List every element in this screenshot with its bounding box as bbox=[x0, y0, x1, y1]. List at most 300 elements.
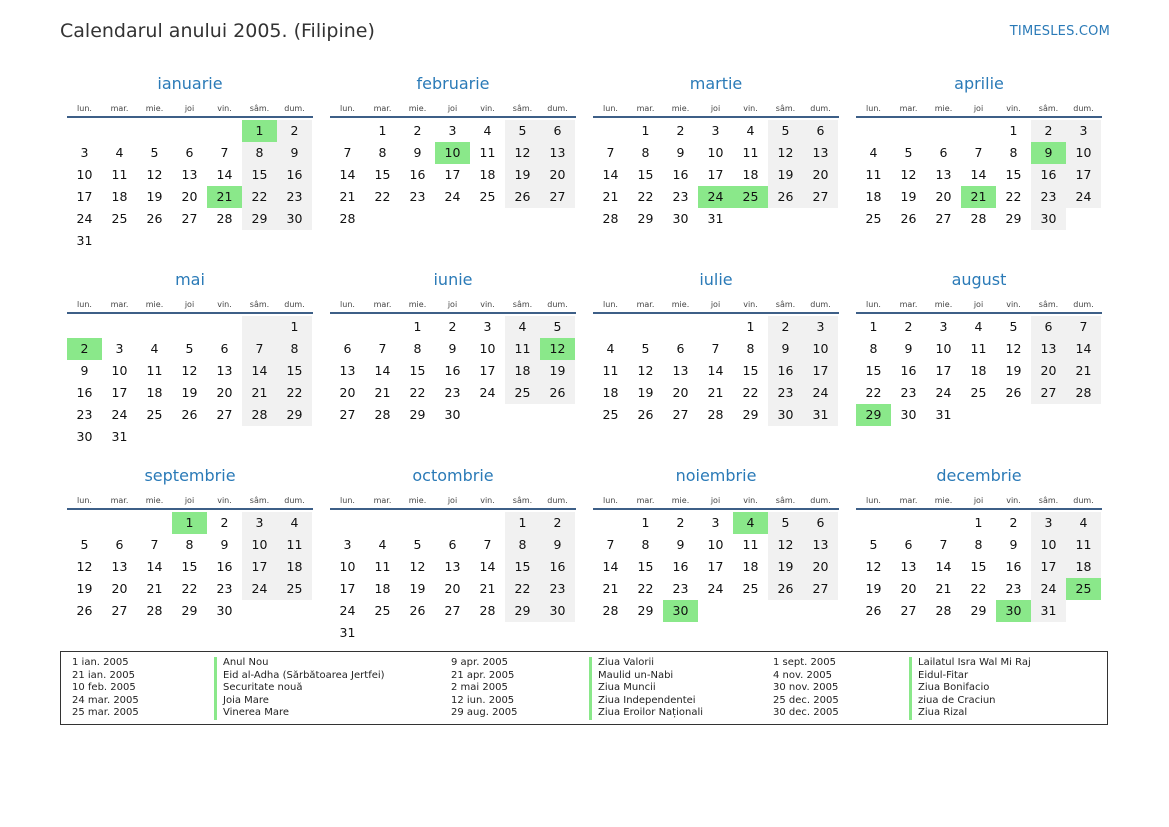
day-cell: 29 bbox=[742, 407, 759, 422]
month-name: mai bbox=[175, 270, 205, 289]
weekday-header bbox=[67, 490, 313, 510]
day-cell-empty bbox=[172, 120, 207, 142]
holiday-day-cell: 1 bbox=[242, 120, 277, 142]
day-cell: 12 bbox=[146, 167, 163, 182]
holiday-date: 2 mai 2005 bbox=[451, 682, 508, 693]
day-cell: 13 bbox=[111, 559, 128, 574]
day-cell: 28 bbox=[970, 211, 987, 226]
day-cell: 5 bbox=[185, 341, 194, 356]
weekday-label: mie. bbox=[145, 104, 164, 113]
day-cell: 16 bbox=[540, 556, 575, 578]
month-calendar bbox=[856, 464, 1102, 660]
day-cell-empty bbox=[365, 512, 400, 534]
day-cell: 16 bbox=[900, 363, 917, 378]
day-cell: 13 bbox=[803, 142, 838, 164]
day-cell: 26 bbox=[768, 578, 803, 600]
weekday-label: dum. bbox=[1073, 300, 1094, 309]
day-cell: 22 bbox=[242, 186, 277, 208]
holiday-name: Ziua Rizal bbox=[909, 707, 1031, 720]
day-cell: 11 bbox=[146, 363, 163, 378]
day-cell: 26 bbox=[768, 186, 803, 208]
day-cell: 29 bbox=[1005, 211, 1022, 226]
holiday-day-cell: 25 bbox=[733, 186, 768, 208]
holiday-date: 12 iun. 2005 bbox=[451, 694, 515, 706]
day-cell: 17 bbox=[479, 363, 496, 378]
day-cell: 19 bbox=[146, 189, 163, 204]
day-cell: 8 bbox=[869, 341, 878, 356]
day-cell: 22 bbox=[1005, 189, 1022, 204]
day-cell: 30 bbox=[277, 208, 312, 230]
weekday-label: lun. bbox=[77, 300, 92, 309]
day-cell: 20 bbox=[181, 189, 198, 204]
day-cell: 21 bbox=[935, 581, 952, 596]
day-cell: 25 bbox=[602, 407, 619, 422]
weekday-label: mie. bbox=[934, 104, 953, 113]
weekday-label: dum. bbox=[547, 496, 568, 505]
weekday-label: lun. bbox=[866, 104, 881, 113]
month-name: aprilie bbox=[954, 74, 1004, 93]
day-cell: 18 bbox=[505, 360, 540, 382]
holiday-name: Ziua Muncii bbox=[589, 682, 703, 695]
day-cell: 25 bbox=[505, 382, 540, 404]
day-cell: 22 bbox=[865, 385, 882, 400]
day-cell: 14 bbox=[970, 167, 987, 182]
day-cell: 27 bbox=[216, 407, 233, 422]
day-cell: 14 bbox=[935, 559, 952, 574]
day-cell: 25 bbox=[479, 189, 496, 204]
day-cell: 2 bbox=[676, 123, 685, 138]
weekday-label: sâm. bbox=[775, 496, 796, 505]
day-cell: 13 bbox=[339, 363, 356, 378]
day-cell: 1 bbox=[746, 319, 755, 334]
weekday-label: dum. bbox=[547, 300, 568, 309]
weekday-header bbox=[330, 490, 576, 510]
weekday-label: lun. bbox=[603, 496, 618, 505]
day-cell: 13 bbox=[181, 167, 198, 182]
day-cell: 4 bbox=[1066, 512, 1101, 534]
day-cell-empty bbox=[593, 120, 628, 142]
day-cell: 8 bbox=[242, 142, 277, 164]
day-cell: 1 bbox=[641, 515, 650, 530]
weekday-label: mie. bbox=[408, 496, 427, 505]
day-cell: 18 bbox=[146, 385, 163, 400]
day-cell: 20 bbox=[339, 385, 356, 400]
day-cell: 15 bbox=[865, 363, 882, 378]
month-calendar bbox=[67, 464, 313, 660]
day-cell: 26 bbox=[409, 603, 426, 618]
day-cell: 21 bbox=[242, 382, 277, 404]
day-cell: 6 bbox=[343, 341, 352, 356]
weekday-label: lun. bbox=[866, 496, 881, 505]
day-cell: 21 bbox=[707, 385, 724, 400]
day-cell: 26 bbox=[865, 603, 882, 618]
day-cell-empty bbox=[172, 316, 207, 338]
day-cell: 9 bbox=[448, 341, 457, 356]
day-cell: 3 bbox=[115, 341, 124, 356]
weekday-header bbox=[330, 294, 576, 314]
day-cell: 28 bbox=[707, 407, 724, 422]
day-cell: 9 bbox=[676, 145, 685, 160]
day-cell: 10 bbox=[76, 167, 93, 182]
weekday-header bbox=[67, 98, 313, 118]
day-cell: 20 bbox=[1031, 360, 1066, 382]
day-cell: 11 bbox=[865, 167, 882, 182]
holiday-names-column bbox=[589, 657, 703, 720]
weekday-label: mar. bbox=[373, 496, 392, 505]
weekday-label: vin. bbox=[480, 300, 495, 309]
day-cell: 10 bbox=[707, 537, 724, 552]
day-cell: 27 bbox=[672, 407, 689, 422]
day-cell: 28 bbox=[374, 407, 391, 422]
day-cell-empty bbox=[628, 316, 663, 338]
holiday-date: 25 dec. 2005 bbox=[773, 694, 839, 706]
day-cell: 14 bbox=[374, 363, 391, 378]
day-cell: 13 bbox=[1031, 338, 1066, 360]
day-cell: 22 bbox=[742, 385, 759, 400]
holiday-date: 25 mar. 2005 bbox=[72, 707, 139, 718]
day-cell: 8 bbox=[641, 145, 650, 160]
day-cell: 28 bbox=[602, 211, 619, 226]
holiday-name: Ziua Eroilor Naționali bbox=[589, 707, 703, 720]
holiday-day-cell: 2 bbox=[67, 338, 102, 360]
holiday-name: Joia Mare bbox=[214, 695, 385, 708]
day-cell: 13 bbox=[803, 534, 838, 556]
day-cell: 11 bbox=[602, 363, 619, 378]
holiday-day-cell: 30 bbox=[996, 600, 1031, 622]
day-cell: 25 bbox=[742, 581, 759, 596]
day-cell: 25 bbox=[111, 211, 128, 226]
day-cell: 9 bbox=[768, 338, 803, 360]
day-cell: 9 bbox=[904, 341, 913, 356]
day-cell: 10 bbox=[242, 534, 277, 556]
day-cell: 31 bbox=[935, 407, 952, 422]
day-cell: 5 bbox=[768, 512, 803, 534]
day-cell: 10 bbox=[1031, 534, 1066, 556]
day-cell: 12 bbox=[865, 559, 882, 574]
day-cell: 15 bbox=[1005, 167, 1022, 182]
day-cell: 16 bbox=[672, 559, 689, 574]
weekday-label: joi bbox=[447, 300, 458, 309]
weekday-label: lun. bbox=[340, 104, 355, 113]
weekday-label: mar. bbox=[110, 496, 129, 505]
day-cell: 24 bbox=[1031, 578, 1066, 600]
day-cell: 10 bbox=[479, 341, 496, 356]
day-cell: 15 bbox=[637, 167, 654, 182]
brand-link[interactable]: TIMESLES.COM bbox=[1009, 24, 1110, 39]
day-cell: 19 bbox=[900, 189, 917, 204]
weekday-header bbox=[856, 294, 1102, 314]
day-cell: 5 bbox=[768, 120, 803, 142]
weekday-label: mar. bbox=[110, 300, 129, 309]
day-cell: 15 bbox=[409, 363, 426, 378]
holiday-name: Anul Nou bbox=[214, 657, 385, 670]
day-cell: 29 bbox=[637, 211, 654, 226]
weekday-label: joi bbox=[710, 496, 721, 505]
holidays-legend bbox=[60, 651, 1108, 725]
day-cell: 14 bbox=[339, 167, 356, 182]
day-cell: 8 bbox=[746, 341, 755, 356]
holiday-day-cell: 1 bbox=[172, 512, 207, 534]
day-cell: 11 bbox=[505, 338, 540, 360]
day-cell: 2 bbox=[540, 512, 575, 534]
day-cell: 28 bbox=[242, 404, 277, 426]
day-cell: 8 bbox=[641, 537, 650, 552]
day-cell: 27 bbox=[803, 578, 838, 600]
weekday-label: sâm. bbox=[1038, 496, 1059, 505]
holiday-day-cell: 21 bbox=[207, 186, 242, 208]
day-cell-empty bbox=[137, 512, 172, 534]
day-cell: 16 bbox=[1005, 559, 1022, 574]
day-cell: 17 bbox=[803, 360, 838, 382]
days-grid bbox=[593, 510, 839, 622]
day-cell: 21 bbox=[339, 189, 356, 204]
day-cell: 15 bbox=[374, 167, 391, 182]
weekday-label: lun. bbox=[866, 300, 881, 309]
day-cell-empty bbox=[330, 316, 365, 338]
day-cell: 30 bbox=[76, 429, 93, 444]
days-grid bbox=[67, 118, 313, 252]
day-cell: 22 bbox=[970, 581, 987, 596]
day-cell: 17 bbox=[1066, 164, 1101, 186]
day-cell: 23 bbox=[409, 189, 426, 204]
holiday-name: Ziua Valorii bbox=[589, 657, 703, 670]
weekday-header bbox=[67, 294, 313, 314]
day-cell: 16 bbox=[768, 360, 803, 382]
day-cell: 24 bbox=[803, 382, 838, 404]
weekday-label: joi bbox=[184, 104, 195, 113]
holiday-date: 1 ian. 2005 bbox=[72, 657, 129, 668]
day-cell: 14 bbox=[479, 559, 496, 574]
day-cell: 11 bbox=[374, 559, 391, 574]
days-grid bbox=[67, 510, 313, 622]
day-cell: 6 bbox=[220, 341, 229, 356]
day-cell: 30 bbox=[672, 211, 689, 226]
day-cell: 22 bbox=[637, 581, 654, 596]
days-grid bbox=[593, 118, 839, 230]
day-cell: 27 bbox=[935, 211, 952, 226]
weekday-label: sâm. bbox=[1038, 300, 1059, 309]
day-cell: 17 bbox=[707, 559, 724, 574]
day-cell: 1 bbox=[378, 123, 387, 138]
day-cell: 8 bbox=[413, 341, 422, 356]
day-cell: 30 bbox=[444, 407, 461, 422]
day-cell: 23 bbox=[672, 581, 689, 596]
weekday-label: dum. bbox=[547, 104, 568, 113]
weekday-label: mie. bbox=[671, 300, 690, 309]
day-cell: 20 bbox=[803, 556, 838, 578]
day-cell: 1 bbox=[1009, 123, 1018, 138]
day-cell-empty bbox=[137, 316, 172, 338]
day-cell: 19 bbox=[181, 385, 198, 400]
day-cell: 4 bbox=[277, 512, 312, 534]
day-cell-empty bbox=[242, 316, 277, 338]
day-cell: 13 bbox=[935, 167, 952, 182]
day-cell: 25 bbox=[146, 407, 163, 422]
holiday-date: 4 nov. 2005 bbox=[773, 669, 832, 681]
month-calendar bbox=[593, 464, 839, 660]
weekday-label: vin. bbox=[480, 496, 495, 505]
day-cell: 12 bbox=[768, 142, 803, 164]
day-cell: 12 bbox=[900, 167, 917, 182]
day-cell: 30 bbox=[540, 600, 575, 622]
weekday-label: sâm. bbox=[512, 496, 533, 505]
day-cell: 15 bbox=[242, 164, 277, 186]
day-cell: 5 bbox=[904, 145, 913, 160]
day-cell: 18 bbox=[602, 385, 619, 400]
day-cell: 9 bbox=[1009, 537, 1018, 552]
months-grid bbox=[67, 72, 1103, 660]
day-cell: 23 bbox=[216, 581, 233, 596]
weekday-label: sâm. bbox=[249, 496, 270, 505]
day-cell: 25 bbox=[277, 578, 312, 600]
day-cell: 23 bbox=[540, 578, 575, 600]
day-cell: 21 bbox=[602, 189, 619, 204]
day-cell: 16 bbox=[277, 164, 312, 186]
day-cell: 13 bbox=[900, 559, 917, 574]
day-cell: 11 bbox=[970, 341, 987, 356]
weekday-label: dum. bbox=[1073, 496, 1094, 505]
day-cell: 9 bbox=[220, 537, 229, 552]
weekday-label: mie. bbox=[408, 104, 427, 113]
day-cell: 24 bbox=[707, 581, 724, 596]
day-cell: 9 bbox=[413, 145, 422, 160]
holiday-date: 21 apr. 2005 bbox=[451, 669, 515, 681]
weekday-label: mar. bbox=[636, 300, 655, 309]
day-cell: 3 bbox=[343, 537, 352, 552]
day-cell: 16 bbox=[76, 385, 93, 400]
day-cell: 25 bbox=[374, 603, 391, 618]
month-calendar bbox=[67, 72, 313, 268]
day-cell: 6 bbox=[1031, 316, 1066, 338]
weekday-label: sâm. bbox=[512, 104, 533, 113]
weekday-label: sâm. bbox=[512, 300, 533, 309]
day-cell: 14 bbox=[242, 360, 277, 382]
day-cell: 12 bbox=[76, 559, 93, 574]
day-cell: 8 bbox=[1009, 145, 1018, 160]
day-cell-empty bbox=[102, 316, 137, 338]
day-cell: 7 bbox=[483, 537, 492, 552]
day-cell: 29 bbox=[637, 603, 654, 618]
day-cell: 3 bbox=[1031, 512, 1066, 534]
day-cell: 5 bbox=[641, 341, 650, 356]
day-cell: 3 bbox=[1066, 120, 1101, 142]
month-calendar bbox=[330, 464, 576, 660]
day-cell: 2 bbox=[413, 123, 422, 138]
holiday-name: Ziua Independentei bbox=[589, 695, 703, 708]
day-cell: 5 bbox=[413, 537, 422, 552]
weekday-label: dum. bbox=[284, 300, 305, 309]
day-cell: 20 bbox=[540, 164, 575, 186]
weekday-label: lun. bbox=[77, 104, 92, 113]
day-cell: 2 bbox=[277, 120, 312, 142]
day-cell: 22 bbox=[181, 581, 198, 596]
day-cell: 20 bbox=[803, 164, 838, 186]
day-cell: 17 bbox=[111, 385, 128, 400]
day-cell: 21 bbox=[602, 581, 619, 596]
day-cell: 7 bbox=[939, 537, 948, 552]
day-cell: 2 bbox=[448, 319, 457, 334]
day-cell: 3 bbox=[939, 319, 948, 334]
weekday-label: vin. bbox=[217, 104, 232, 113]
day-cell: 7 bbox=[343, 145, 352, 160]
day-cell-empty bbox=[926, 120, 961, 142]
day-cell: 28 bbox=[146, 603, 163, 618]
day-cell: 20 bbox=[672, 385, 689, 400]
weekday-label: vin. bbox=[743, 104, 758, 113]
day-cell: 6 bbox=[448, 537, 457, 552]
day-cell: 6 bbox=[803, 120, 838, 142]
day-cell: 27 bbox=[540, 186, 575, 208]
day-cell: 20 bbox=[444, 581, 461, 596]
days-grid bbox=[330, 510, 576, 644]
day-cell: 4 bbox=[974, 319, 983, 334]
weekday-label: mar. bbox=[373, 104, 392, 113]
weekday-label: sâm. bbox=[1038, 104, 1059, 113]
days-grid bbox=[67, 314, 313, 448]
weekday-label: mar. bbox=[899, 300, 918, 309]
day-cell: 23 bbox=[768, 382, 803, 404]
weekday-header bbox=[856, 98, 1102, 118]
holiday-name: Lailatul Isra Wal Mi Raj bbox=[909, 657, 1031, 670]
day-cell: 9 bbox=[277, 142, 312, 164]
day-cell-empty bbox=[856, 512, 891, 534]
day-cell: 30 bbox=[900, 407, 917, 422]
weekday-label: mar. bbox=[373, 300, 392, 309]
holiday-name: Securitate nouă bbox=[214, 682, 385, 695]
month-calendar bbox=[856, 72, 1102, 268]
day-cell: 27 bbox=[444, 603, 461, 618]
holiday-names-column bbox=[214, 657, 385, 720]
day-cell: 4 bbox=[115, 145, 124, 160]
weekday-label: mar. bbox=[899, 496, 918, 505]
day-cell: 21 bbox=[146, 581, 163, 596]
day-cell: 6 bbox=[185, 145, 194, 160]
day-cell: 30 bbox=[768, 404, 803, 426]
weekday-label: dum. bbox=[810, 104, 831, 113]
day-cell: 18 bbox=[865, 189, 882, 204]
day-cell: 5 bbox=[540, 316, 575, 338]
day-cell: 3 bbox=[803, 316, 838, 338]
day-cell: 24 bbox=[444, 189, 461, 204]
day-cell: 13 bbox=[672, 363, 689, 378]
holiday-date: 1 sept. 2005 bbox=[773, 657, 836, 668]
day-cell: 4 bbox=[505, 316, 540, 338]
day-cell: 27 bbox=[339, 407, 356, 422]
day-cell: 8 bbox=[277, 338, 312, 360]
weekday-label: joi bbox=[184, 300, 195, 309]
day-cell: 15 bbox=[181, 559, 198, 574]
day-cell: 27 bbox=[181, 211, 198, 226]
weekday-label: joi bbox=[973, 496, 984, 505]
day-cell-empty bbox=[207, 120, 242, 142]
day-cell: 6 bbox=[676, 341, 685, 356]
day-cell: 22 bbox=[409, 385, 426, 400]
month-name: iulie bbox=[699, 270, 733, 289]
day-cell: 19 bbox=[505, 164, 540, 186]
day-cell: 2 bbox=[1031, 120, 1066, 142]
day-cell: 7 bbox=[711, 341, 720, 356]
day-cell: 19 bbox=[76, 581, 93, 596]
day-cell: 6 bbox=[115, 537, 124, 552]
day-cell: 17 bbox=[242, 556, 277, 578]
day-cell: 9 bbox=[676, 537, 685, 552]
day-cell: 10 bbox=[111, 363, 128, 378]
day-cell: 27 bbox=[1031, 382, 1066, 404]
day-cell: 16 bbox=[409, 167, 426, 182]
weekday-label: mar. bbox=[636, 496, 655, 505]
day-cell: 3 bbox=[448, 123, 457, 138]
holiday-date: 30 nov. 2005 bbox=[773, 682, 839, 693]
